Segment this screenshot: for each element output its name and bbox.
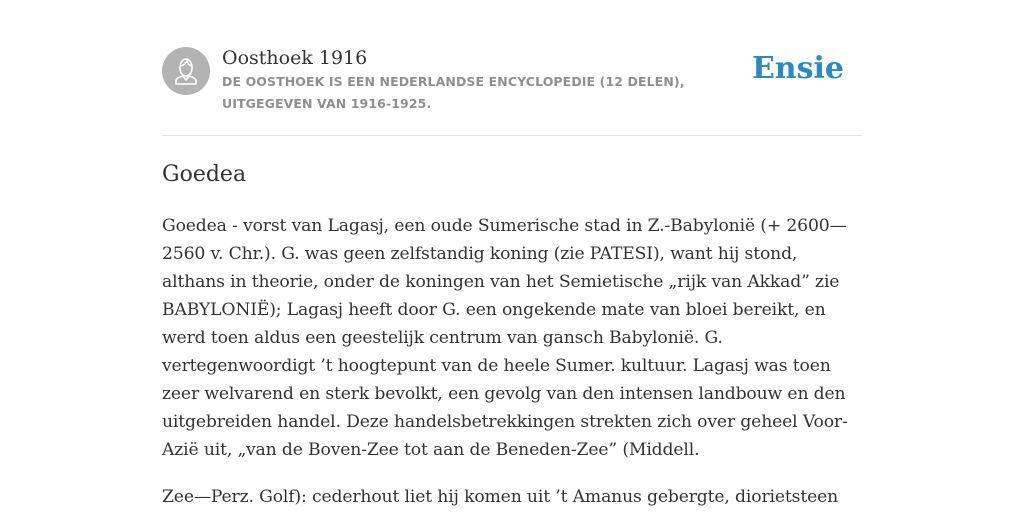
user-icon[interactable] bbox=[162, 47, 210, 95]
source-header bbox=[162, 46, 862, 136]
brand-logo[interactable]: Ensie bbox=[751, 51, 844, 86]
article-paragraph: Zee—Perz. Golf): cederhout liet hij komen uit ’t Amanus gebergte, diorietsteen bbox=[162, 487, 839, 507]
article-paragraph: Goedea - vorst van Lagasj, een oude Sumerische stad in Z.-Babylonië (+ 2600—2560 v. Chr.). G. was geen zelfstandig koning (zie PATESI), want hij stond, althans in theorie, onder de koningen van het Semietische „rijk van Akkad” zie BABYLONIË); Lagasj heeft door G. een ongekende mate van bloei bereikt, en werd toen aldus een geestelijk centrum van gansch Babylonië. G. vertegenwoordigt ’t hoogtepunt van de heele Sumer. kultuur. Lagasj was toen zeer welvarend en sterk bevolkt, een gevolg van den intensen landbouw en den uitgebreiden handel. Deze handelsbetrekkingen strekten zich over geheel Voor-Azië uit, „van de Boven-Zee tot aan de Beneden-Zee” (Middell. bbox=[162, 216, 848, 460]
source-title[interactable]: Oosthoek 1916 bbox=[222, 47, 368, 69]
article-body bbox=[162, 212, 864, 512]
source-description: DE OOSTHOEK IS EEN NEDERLANDSE ENCYCLOPEDIE (12 DELEN), UITGEGEVEN VAN 1916-1925. bbox=[222, 74, 685, 111]
article-title: Goedea bbox=[162, 162, 247, 187]
